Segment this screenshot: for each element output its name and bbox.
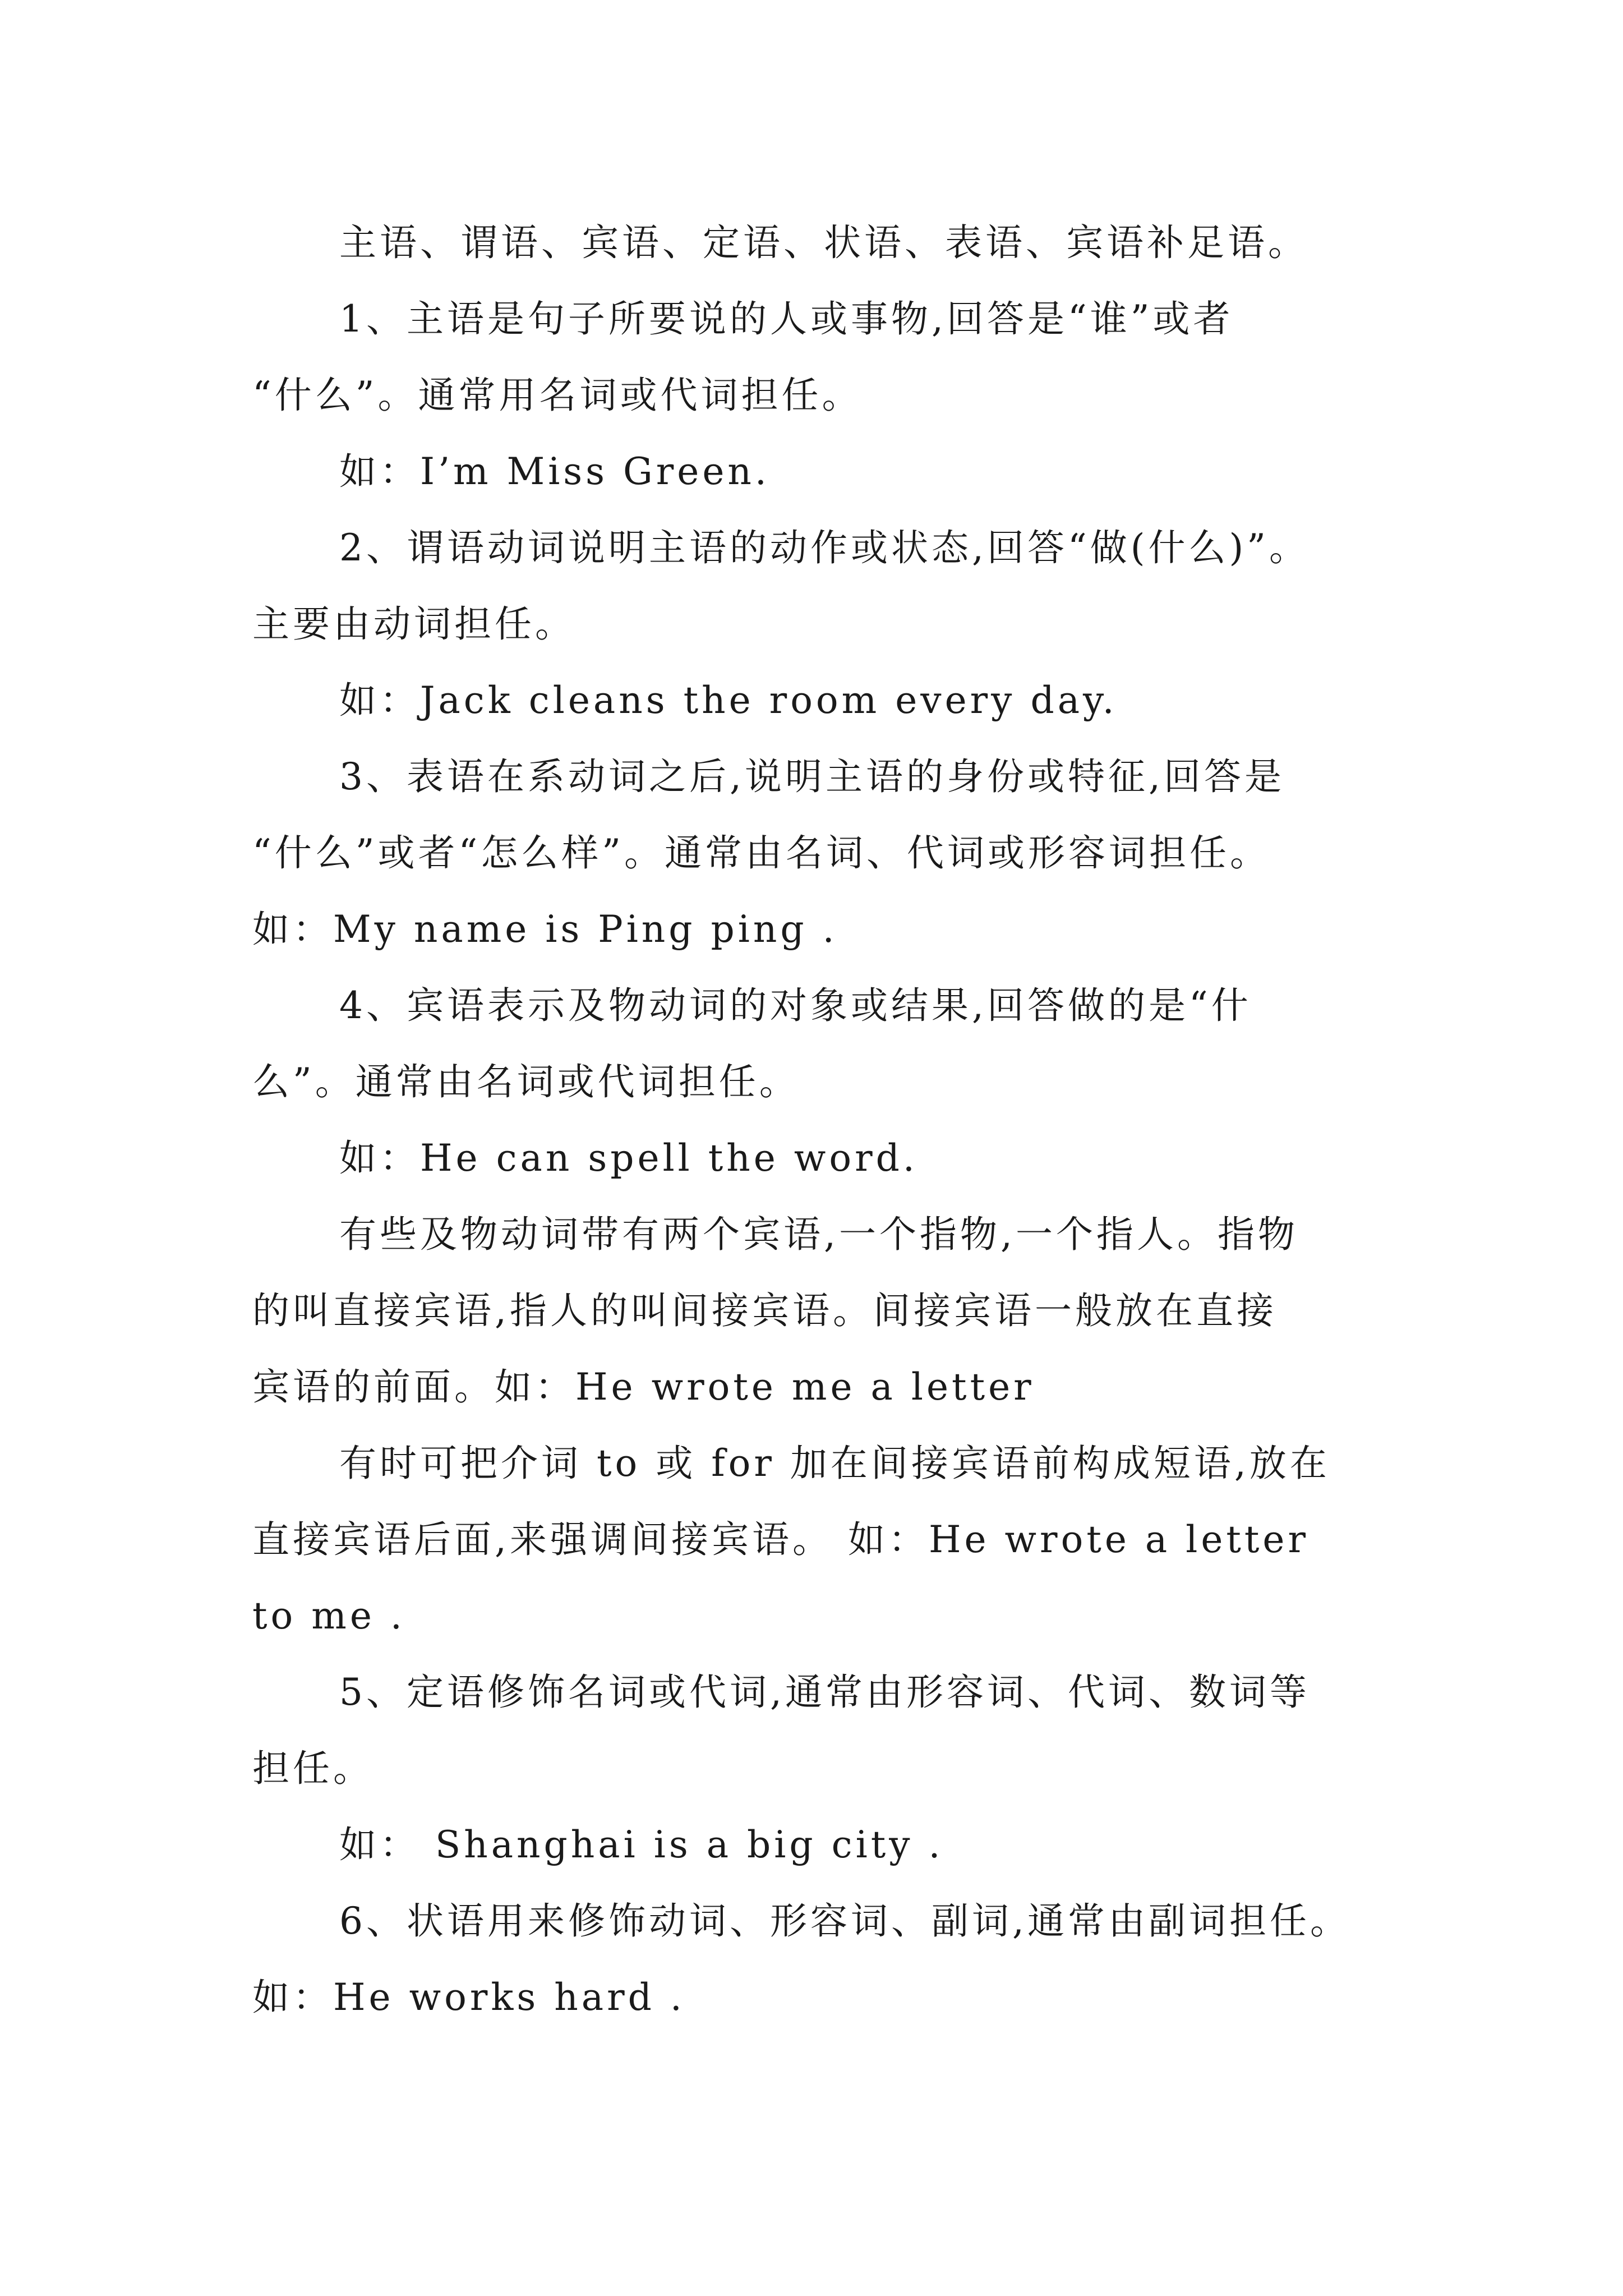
text-line-18: 直接宾语后面,来强调间接宾语。 如：He wrote a letter [252,1518,1310,1561]
text-line-22: 如： Shanghai is a big city . [339,1823,944,1866]
text-line-4: 如：I’m Miss Green. [339,450,770,493]
text-line-19: to me . [252,1594,405,1637]
text-line-20: 5、定语修饰名词或代词,通常由形容词、代词、数词等 [339,1671,1310,1714]
text-line-3: “什么”。通常用名词或代词担任。 [252,374,863,417]
text-line-11: 4、宾语表示及物动词的对象或结果,回答做的是“什 [339,984,1252,1027]
text-line-23: 6、状语用来修饰动词、形容词、副词,通常由副词担任。 [339,1899,1350,1943]
text-line-17: 有时可把介词 to 或 for 加在间接宾语前构成短语,放在 [339,1442,1330,1485]
text-line-24: 如：He works hard . [252,1976,685,2019]
text-line-13: 如：He can spell the word. [339,1137,918,1180]
text-line-8: 3、表语在系动词之后,说明主语的身份或特征,回答是 [339,755,1285,798]
text-line-12: 么”。通常由名词或代词担任。 [252,1060,800,1103]
text-line-21: 担任。 [252,1747,374,1790]
text-line-9: “什么”或者“怎么样”。通常由名词、代词或形容词担任。 [252,831,1270,875]
text-line-14: 有些及物动词带有两个宾语,一个指物,一个指人。指物 [339,1213,1298,1256]
text-line-7: 如：Jack cleans the room every day. [339,679,1118,722]
text-line-15: 的叫直接宾语,指人的叫间接宾语。间接宾语一般放在直接 [252,1289,1277,1332]
text-line-2: 1、主语是句子所要说的人或事物,回答是“谁”或者 [339,297,1234,341]
text-line-5: 2、谓语动词说明主语的动作或状态,回答“做(什么)”。 [339,526,1310,569]
text-line-10: 如：My name is Ping ping . [252,908,838,951]
text-line-16: 宾语的前面。如：He wrote me a letter [252,1365,1035,1409]
text-line-6: 主要由动词担任。 [252,602,575,646]
text-line-1: 主语、谓语、宾语、定语、状语、表语、宾语补足语。 [339,221,1308,264]
